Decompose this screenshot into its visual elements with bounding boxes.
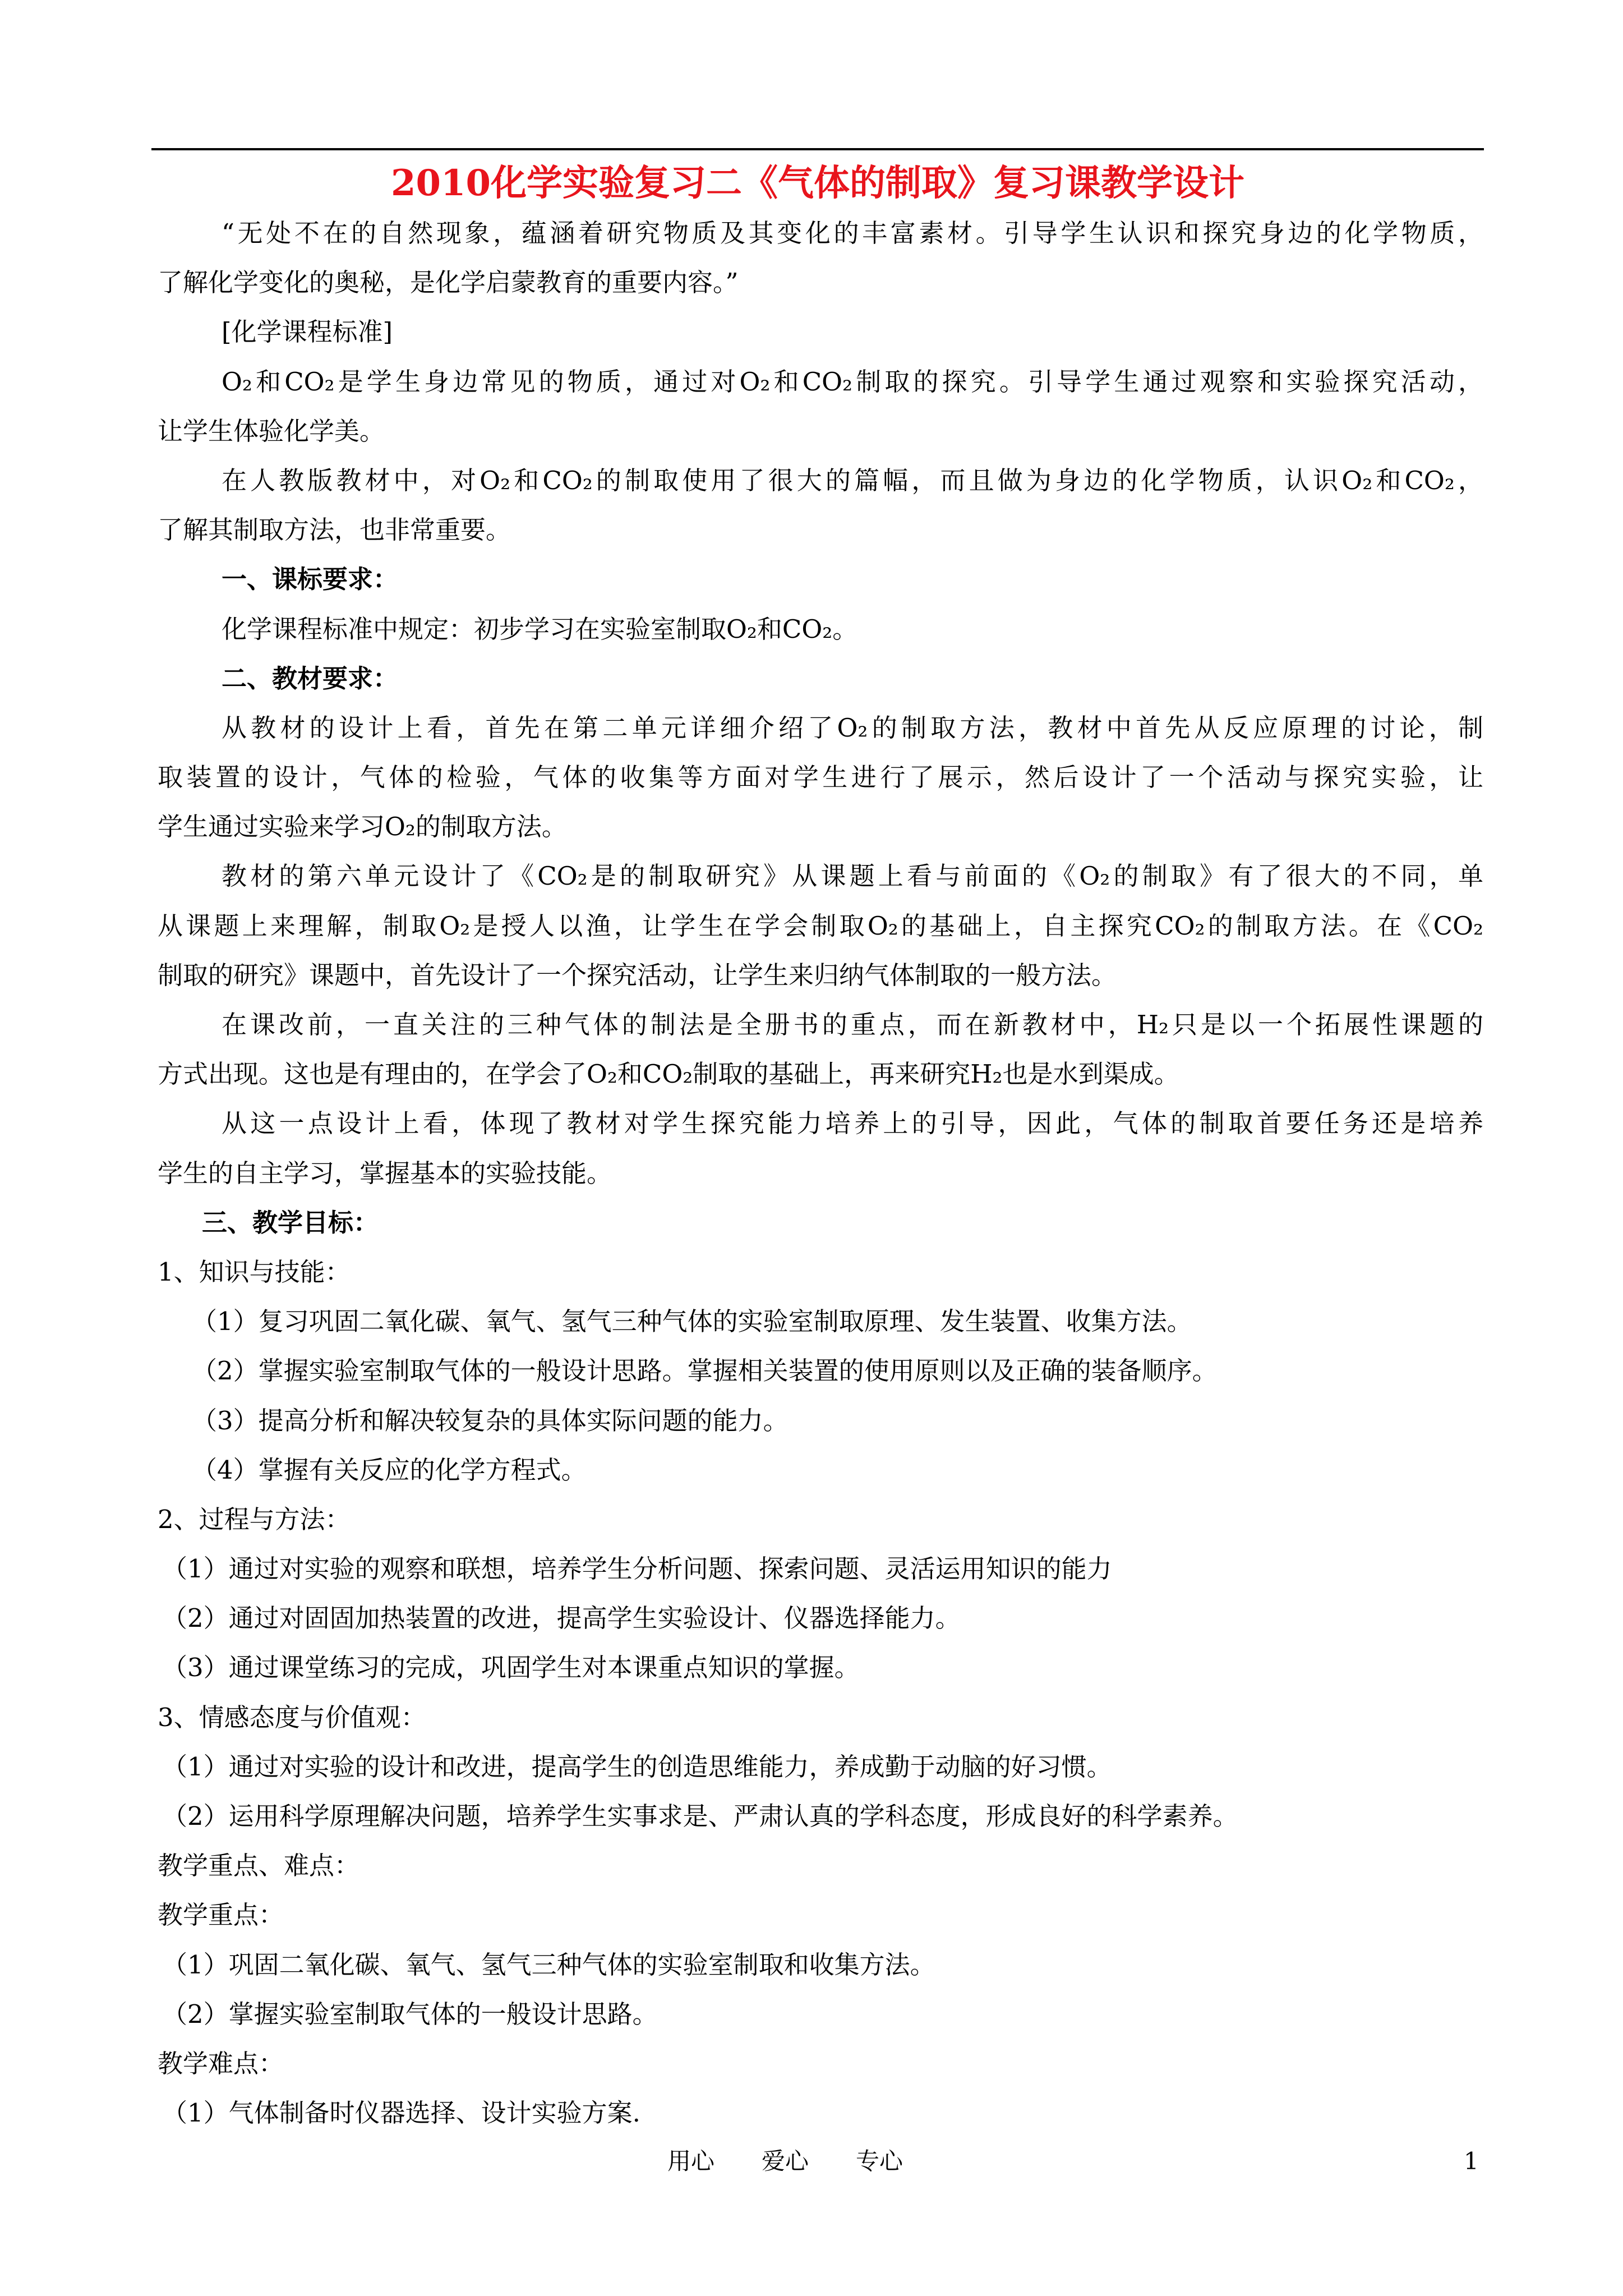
paragraph-line: 从这一点设计上看，体现了教材对学生探究能力培养上的引导，因此，气体的制取首要任务还是培养 xyxy=(222,1108,1483,1139)
paragraph-line: 了解其制取方法，也非常重要。 xyxy=(158,515,511,545)
section-heading: 二、教材要求： xyxy=(222,663,399,693)
section-label: [化学课程标准] xyxy=(222,317,393,347)
header-rule xyxy=(151,148,1484,150)
paragraph-line: 在课改前，一直关注的三种气体的制法是全册书的重点，而在新教材中，H₂只是以一个拓展性课题的 xyxy=(222,1010,1483,1039)
subsection-heading: 教学难点： xyxy=(158,2048,284,2078)
paragraph-line: 取装置的设计，气体的检验，气体的收集等方面对学生进行了展示，然后设计了一个活动与探究实验，让 xyxy=(158,762,1483,793)
paragraph-line: 从教材的设计上看，首先在第二单元详细介绍了O₂的制取方法，教材中首先从反应原理的讨论，制 xyxy=(222,712,1483,743)
list-item: （2）掌握实验室制取气体的一般设计思路。 xyxy=(162,1999,658,2029)
paragraph-line: 教材的第六单元设计了《CO₂是的制取研究》从课题上看与前面的《O₂的制取》有了很大的不同，单 xyxy=(222,861,1483,891)
list-item: （2）通过对固固加热装置的改进，提高学生实验设计、仪器选择能力。 xyxy=(162,1603,961,1634)
paragraph-line: “无处不在的自然现象，蕴涵着研究物质及其变化的丰富素材。引导学生认识和探究身边的化学物质， xyxy=(222,218,1483,248)
list-item: （2）掌握实验室制取气体的一般设计思路。掌握相关装置的使用原则以及正确的装备顺序。 xyxy=(192,1356,1218,1386)
document-title: 2010化学实验复习二《气体的制取》复习课教学设计 xyxy=(390,162,1245,204)
subsection-heading: 教学重点： xyxy=(158,1900,284,1930)
subsection-heading: 2、过程与方法： xyxy=(158,1504,351,1534)
footer-motto xyxy=(667,2143,950,2180)
footer-item: 专心 xyxy=(856,2147,903,2175)
list-item: （1）巩固二氧化碳、氧气、氢气三种气体的实验室制取和收集方法。 xyxy=(162,1949,935,1980)
paragraph-line: 了解化学变化的奥秘，是化学启蒙教育的重要内容。” xyxy=(158,268,739,298)
list-item: （3）提高分析和解决较复杂的具体实际问题的能力。 xyxy=(192,1405,789,1435)
paragraph-line: 制取的研究》课题中，首先设计了一个探究活动，让学生来归纳气体制取的一般方法。 xyxy=(158,960,1117,990)
page-number: 1 xyxy=(1464,2147,1479,2175)
paragraph-line: 学生的自主学习，掌握基本的实验技能。 xyxy=(158,1158,612,1188)
paragraph-line: 在人教版教材中，对O₂和CO₂的制取使用了很大的篇幅，而且做为身边的化学物质，认识O₂和CO₂， xyxy=(222,465,1483,495)
paragraph-line: 从课题上来理解，制取O₂是授人以渔，让学生在学会制取O₂的基础上，自主探究CO₂的制取方法。在《CO₂ xyxy=(158,910,1483,941)
list-item: （3）通过课堂练习的完成，巩固学生对本课重点知识的掌握。 xyxy=(162,1653,860,1683)
subsection-heading: 1、知识与技能： xyxy=(158,1257,351,1287)
paragraph-line: 学生通过实验来学习O₂的制取方法。 xyxy=(158,812,567,842)
paragraph-line: 化学课程标准中规定：初步学习在实验室制取O₂和CO₂。 xyxy=(222,614,858,644)
document-body xyxy=(158,209,1483,2138)
section-heading: 三、教学目标： xyxy=(202,1207,379,1237)
subsection-heading: 3、情感态度与价值观： xyxy=(158,1702,426,1732)
footer-item: 爱心 xyxy=(762,2147,809,2175)
list-item: （1）气体制备时仪器选择、设计实验方案. xyxy=(162,2098,640,2128)
list-item: （2）运用科学原理解决问题，培养学生实事求是、严肃认真的学科态度，形成良好的科学素养。 xyxy=(162,1801,1238,1831)
list-item: （1）复习巩固二氧化碳、氧气、氢气三种气体的实验室制取原理、发生装置、收集方法。 xyxy=(192,1306,1192,1337)
subsection-heading: 教学重点、难点： xyxy=(158,1851,360,1881)
section-heading: 一、课标要求： xyxy=(222,564,399,595)
paragraph-line: 方式出现。这也是有理由的，在学会了O₂和CO₂制取的基础上，再来研究H₂也是水到渠成。 xyxy=(158,1059,1179,1089)
list-item: （4）掌握有关反应的化学方程式。 xyxy=(192,1455,587,1485)
list-item: （1）通过对实验的观察和联想，培养学生分析问题、探索问题、灵活运用知识的能力 xyxy=(162,1554,1112,1584)
paragraph-line: O₂和CO₂是学生身边常见的物质，通过对O₂和CO₂制取的探究。引导学生通过观察和实验探究活动， xyxy=(222,366,1483,397)
footer-item: 用心 xyxy=(667,2147,715,2175)
paragraph-line: 让学生体验化学美。 xyxy=(158,416,385,446)
list-item: （1）通过对实验的设计和改进，提高学生的创造思维能力，养成勤于动脑的好习惯。 xyxy=(162,1751,1112,1782)
